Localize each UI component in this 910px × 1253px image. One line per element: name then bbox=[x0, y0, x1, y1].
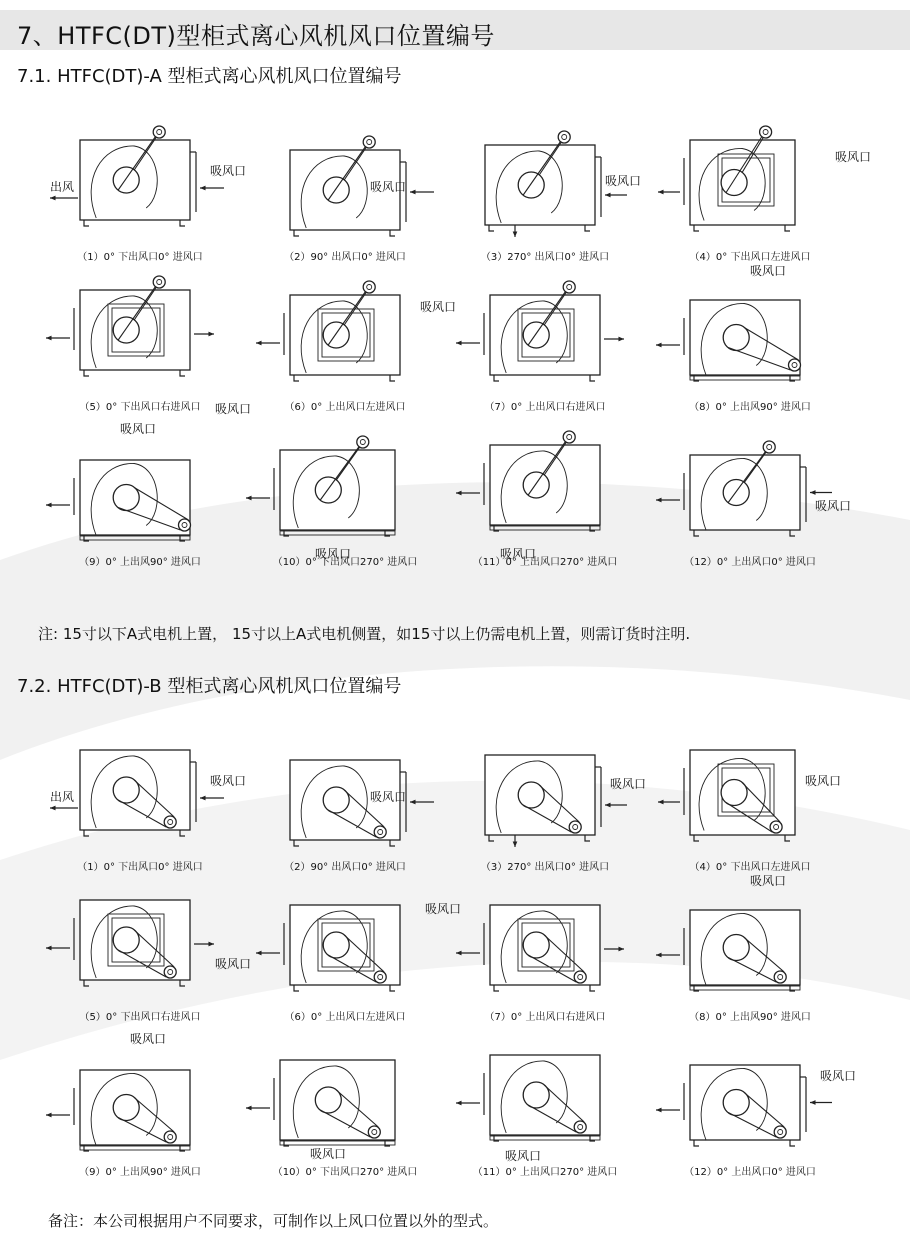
diagram-caption: （3）270° 出风口0° 进风口 bbox=[480, 862, 610, 873]
mounting-foot bbox=[790, 530, 795, 536]
fan-diagram-10 bbox=[245, 1035, 445, 1185]
inlet-label: 吸风口 bbox=[315, 547, 352, 561]
fan-diagram-6 bbox=[215, 270, 445, 420]
mounting-foot bbox=[294, 230, 299, 236]
inlet-label: 吸风口 bbox=[750, 264, 787, 278]
mounting-foot bbox=[785, 225, 790, 231]
airflow-arrow-head bbox=[810, 1100, 816, 1105]
mounting-foot bbox=[294, 985, 299, 991]
airflow-arrow-head bbox=[246, 496, 252, 501]
mounting-foot bbox=[180, 980, 185, 986]
inlet-label: 吸风口 bbox=[820, 1069, 857, 1083]
diagram-caption: （10）0° 下出风口270° 进风口 bbox=[272, 557, 418, 568]
motor-pulley bbox=[789, 359, 801, 371]
motor-pulley bbox=[164, 966, 176, 978]
airflow-arrow-head bbox=[618, 947, 624, 952]
inlet-label: 吸风口 bbox=[610, 777, 647, 791]
impeller bbox=[518, 172, 544, 198]
airflow-arrow-head bbox=[456, 1101, 462, 1106]
airflow-arrow-head bbox=[246, 1106, 252, 1111]
impeller bbox=[523, 322, 549, 348]
mounting-foot bbox=[84, 980, 89, 986]
fan-drawing bbox=[245, 270, 445, 400]
mounting-foot bbox=[585, 835, 590, 841]
diagram-caption: （6）0° 上出风口左进风口 bbox=[284, 402, 406, 413]
mounting-foot bbox=[180, 370, 185, 376]
diagram-caption: （12）0° 上出风口0° 进风口 bbox=[684, 557, 816, 568]
fan-diagram-4 bbox=[650, 120, 872, 270]
inlet-label: 吸风口 bbox=[210, 774, 247, 788]
fan-diagram-5 bbox=[40, 880, 240, 1030]
motor-pulley bbox=[760, 126, 772, 138]
mounting-foot bbox=[694, 835, 699, 841]
mounting-foot bbox=[180, 220, 185, 226]
mounting-foot bbox=[390, 230, 395, 236]
inlet-label: 吸风口 bbox=[130, 1032, 167, 1046]
fan-diagram-7 bbox=[420, 270, 645, 420]
fan-drawing bbox=[40, 270, 240, 400]
motor-pulley bbox=[574, 971, 586, 983]
base-rail bbox=[690, 376, 800, 380]
airflow-arrow-head bbox=[456, 491, 462, 496]
page-header bbox=[0, 10, 910, 50]
diagram-caption: （8）0° 上出风90° 进风口 bbox=[689, 402, 811, 413]
fan-drawing bbox=[650, 425, 850, 555]
mounting-foot bbox=[494, 375, 499, 381]
impeller bbox=[323, 322, 349, 348]
diagram-caption: （6）0° 上出风口左进风口 bbox=[284, 1012, 406, 1023]
airflow-arrow-head bbox=[605, 803, 611, 808]
inlet-label: 吸风口 bbox=[210, 164, 247, 178]
base-rail bbox=[490, 1136, 600, 1140]
airflow-arrow-head bbox=[200, 186, 206, 191]
motor-pulley bbox=[363, 281, 375, 293]
diagram-caption: （3）270° 出风口0° 进风口 bbox=[480, 252, 610, 263]
airflow-arrow-head bbox=[658, 800, 664, 805]
airflow-arrow-head bbox=[46, 503, 52, 508]
inlet-label: 吸风口 bbox=[215, 402, 252, 416]
mounting-foot bbox=[390, 985, 395, 991]
fan-drawing bbox=[445, 730, 645, 860]
fan-diagram-12 bbox=[650, 1035, 857, 1185]
inlet-label: 吸风口 bbox=[500, 547, 537, 561]
inlet-label: 吸风口 bbox=[310, 1147, 347, 1161]
fan-diagram-11 bbox=[445, 1035, 645, 1185]
fan-diagram-11 bbox=[445, 425, 645, 575]
section-b-title: 7.2. HTFC(DT)-B 型柜式离心风机风口位置编号 bbox=[17, 676, 402, 697]
impeller bbox=[113, 167, 139, 193]
motor-pulley bbox=[363, 136, 375, 148]
mounting-foot bbox=[494, 985, 499, 991]
inlet-label: 吸风口 bbox=[805, 774, 842, 788]
note-b: 备注：本公司根据用户不同要求，可制作以上风口位置以外的型式。 bbox=[48, 1212, 499, 1230]
motor-pulley bbox=[164, 1131, 176, 1143]
motor-pulley bbox=[569, 821, 581, 833]
mounting-foot bbox=[590, 375, 595, 381]
fan-drawing bbox=[245, 425, 445, 555]
diagram-caption: （7）0° 上出风口右进风口 bbox=[484, 1012, 606, 1023]
mounting-foot bbox=[489, 225, 494, 231]
mounting-foot bbox=[694, 225, 699, 231]
inlet-label: 吸风口 bbox=[370, 180, 407, 194]
airflow-arrow-head bbox=[50, 196, 56, 201]
fan-drawing bbox=[650, 120, 850, 250]
impeller bbox=[523, 472, 549, 498]
inlet-label: 吸风口 bbox=[505, 1149, 542, 1163]
mounting-foot bbox=[294, 375, 299, 381]
impeller bbox=[315, 477, 341, 503]
diagram-caption: （2）90° 出风口0° 进风口 bbox=[284, 862, 406, 873]
airflow-arrow-head bbox=[656, 498, 662, 503]
airflow-arrow-head bbox=[50, 806, 56, 811]
airflow-arrow-head bbox=[410, 190, 416, 195]
diagram-caption: （8）0° 上出风90° 进风口 bbox=[689, 1012, 811, 1023]
airflow-arrow-head bbox=[656, 1108, 662, 1113]
motor-pulley bbox=[179, 519, 191, 531]
fan-diagram-1 bbox=[40, 730, 247, 880]
base-rail bbox=[80, 536, 190, 540]
airflow-arrow-head bbox=[46, 336, 52, 341]
diagram-caption: （4）0° 下出风口左进风口 bbox=[689, 862, 811, 873]
fan-diagram-4 bbox=[650, 730, 850, 880]
fan-drawing bbox=[40, 1035, 240, 1165]
motor-pulley bbox=[374, 826, 386, 838]
diagram-caption: （9）0° 上出风90° 进风口 bbox=[79, 557, 201, 568]
airflow-arrow-head bbox=[208, 332, 214, 337]
airflow-arrow-head bbox=[256, 951, 262, 956]
airflow-arrow-head bbox=[410, 800, 416, 805]
diagram-caption: （1）0° 下出风口0° 进风口 bbox=[77, 862, 203, 873]
base-rail bbox=[280, 531, 395, 535]
airflow-arrow-head bbox=[456, 341, 462, 346]
diagram-caption: （11）0° 上出风口270° 进风口 bbox=[472, 557, 618, 568]
motor-pulley bbox=[368, 1126, 380, 1138]
motor-pulley bbox=[563, 431, 575, 443]
mounting-foot bbox=[84, 830, 89, 836]
base-rail bbox=[690, 986, 800, 990]
mounting-foot bbox=[84, 370, 89, 376]
diagram-caption: （12）0° 上出风口0° 进风口 bbox=[684, 1167, 816, 1178]
airflow-arrow-head bbox=[605, 193, 611, 198]
fan-diagram-6 bbox=[215, 880, 445, 1030]
motor-pulley bbox=[153, 126, 165, 138]
fan-drawing bbox=[445, 425, 645, 555]
fan-diagram-12 bbox=[650, 425, 850, 575]
motor-pulley bbox=[558, 131, 570, 143]
fan-drawing bbox=[650, 270, 850, 400]
fan-drawing bbox=[245, 880, 445, 1010]
inlet-label: 吸风口 bbox=[215, 957, 252, 971]
inlet-label: 吸风口 bbox=[605, 174, 642, 188]
fan-drawing bbox=[40, 425, 240, 555]
mounting-foot bbox=[390, 375, 395, 381]
impeller bbox=[323, 177, 349, 203]
motor-pulley bbox=[357, 436, 369, 448]
diagram-caption: （7）0° 上出风口右进风口 bbox=[484, 402, 606, 413]
airflow-arrow-head bbox=[513, 231, 518, 237]
impeller bbox=[113, 317, 139, 343]
mounting-foot bbox=[585, 225, 590, 231]
mounting-foot bbox=[694, 1140, 699, 1146]
fan-drawing bbox=[445, 880, 645, 1010]
mounting-foot bbox=[294, 840, 299, 846]
mounting-foot bbox=[84, 220, 89, 226]
mounting-foot bbox=[590, 985, 595, 991]
motor-pulley bbox=[374, 971, 386, 983]
page-title: 7、HTFC(DT)型柜式离心风机风口位置编号 bbox=[17, 22, 495, 50]
airflow-arrow-head bbox=[810, 490, 816, 495]
impeller bbox=[721, 170, 747, 196]
fan-drawing bbox=[445, 1035, 645, 1165]
diagram-caption: （1）0° 下出风口0° 进风口 bbox=[77, 252, 203, 263]
airflow-arrow-head bbox=[658, 190, 664, 195]
inlet-label: 吸风口 bbox=[370, 790, 407, 804]
inlet-label: 吸风口 bbox=[750, 874, 787, 888]
motor-pulley bbox=[574, 1121, 586, 1133]
airflow-arrow-head bbox=[46, 946, 52, 951]
diagram-caption: （10）0° 下出风口270° 进风口 bbox=[272, 1167, 418, 1178]
airflow-arrow-head bbox=[200, 796, 206, 801]
diagram-caption: （5）0° 下出风口右进风口 bbox=[79, 1012, 201, 1023]
fan-drawing bbox=[650, 1035, 850, 1165]
fan-diagram-9 bbox=[40, 422, 240, 575]
outlet-label: 出风 bbox=[50, 180, 75, 194]
inlet-label: 吸风口 bbox=[420, 300, 457, 314]
fan-drawing bbox=[445, 270, 645, 400]
mounting-foot bbox=[694, 530, 699, 536]
base-rail bbox=[80, 1146, 190, 1150]
motor-pulley bbox=[164, 816, 176, 828]
airflow-arrow-head bbox=[456, 951, 462, 956]
fan-drawing bbox=[650, 730, 850, 860]
airflow-arrow-head bbox=[513, 841, 518, 847]
airflow-arrow-head bbox=[256, 341, 262, 346]
fan-diagram-5 bbox=[40, 270, 240, 420]
diagram-caption: （4）0° 下出风口左进风口 bbox=[689, 252, 811, 263]
motor-pulley bbox=[774, 1126, 786, 1138]
motor-pulley bbox=[774, 971, 786, 983]
motor-pulley bbox=[563, 281, 575, 293]
diagram-caption: （2）90° 出风口0° 进风口 bbox=[284, 252, 406, 263]
mounting-foot bbox=[489, 835, 494, 841]
fan-diagram-7 bbox=[425, 880, 645, 1030]
fan-drawing bbox=[245, 120, 445, 250]
base-rail bbox=[490, 526, 600, 530]
fan-diagram-2 bbox=[245, 120, 445, 270]
fan-diagram-3 bbox=[445, 730, 645, 880]
fan-diagram-8 bbox=[650, 874, 850, 1030]
diagram-caption: （9）0° 上出风90° 进风口 bbox=[79, 1167, 201, 1178]
motor-pulley bbox=[770, 821, 782, 833]
inlet-label: 吸风口 bbox=[120, 422, 157, 436]
section-a-title: 7.1. HTFC(DT)-A 型柜式离心风机风口位置编号 bbox=[17, 66, 402, 87]
mounting-foot bbox=[390, 840, 395, 846]
motor-pulley bbox=[153, 276, 165, 288]
motor-pulley bbox=[763, 441, 775, 453]
inlet-label: 吸风口 bbox=[835, 150, 872, 164]
inlet-label: 吸风口 bbox=[815, 499, 852, 513]
diagram-caption: （5）0° 下出风口右进风口 bbox=[79, 402, 201, 413]
outlet-label: 出风 bbox=[50, 790, 75, 804]
mounting-foot bbox=[790, 1140, 795, 1146]
airflow-arrow-head bbox=[656, 343, 662, 348]
fan-diagram-9 bbox=[40, 1032, 240, 1185]
fan-drawing bbox=[245, 730, 445, 860]
airflow-arrow-head bbox=[208, 942, 214, 947]
fan-diagram-1 bbox=[40, 120, 247, 270]
inlet-label: 吸风口 bbox=[425, 902, 462, 916]
airflow-arrow-head bbox=[618, 337, 624, 342]
airflow-arrow-head bbox=[656, 953, 662, 958]
fan-diagram-10 bbox=[245, 425, 445, 575]
fan-diagram-8 bbox=[650, 264, 850, 420]
note-a: 注: 15寸以下A式电机上置， 15寸以上A式电机侧置，如15寸以上仍需电机上置，则需订货时注明. bbox=[38, 625, 691, 643]
fan-drawing bbox=[40, 880, 240, 1010]
fan-diagram-3 bbox=[445, 120, 645, 270]
mounting-foot bbox=[180, 830, 185, 836]
fan-diagram-2 bbox=[245, 730, 445, 880]
airflow-arrow-head bbox=[46, 1113, 52, 1118]
diagram-caption: （11）0° 上出风口270° 进风口 bbox=[472, 1167, 618, 1178]
fan-drawing bbox=[650, 880, 850, 1010]
mounting-foot bbox=[785, 835, 790, 841]
